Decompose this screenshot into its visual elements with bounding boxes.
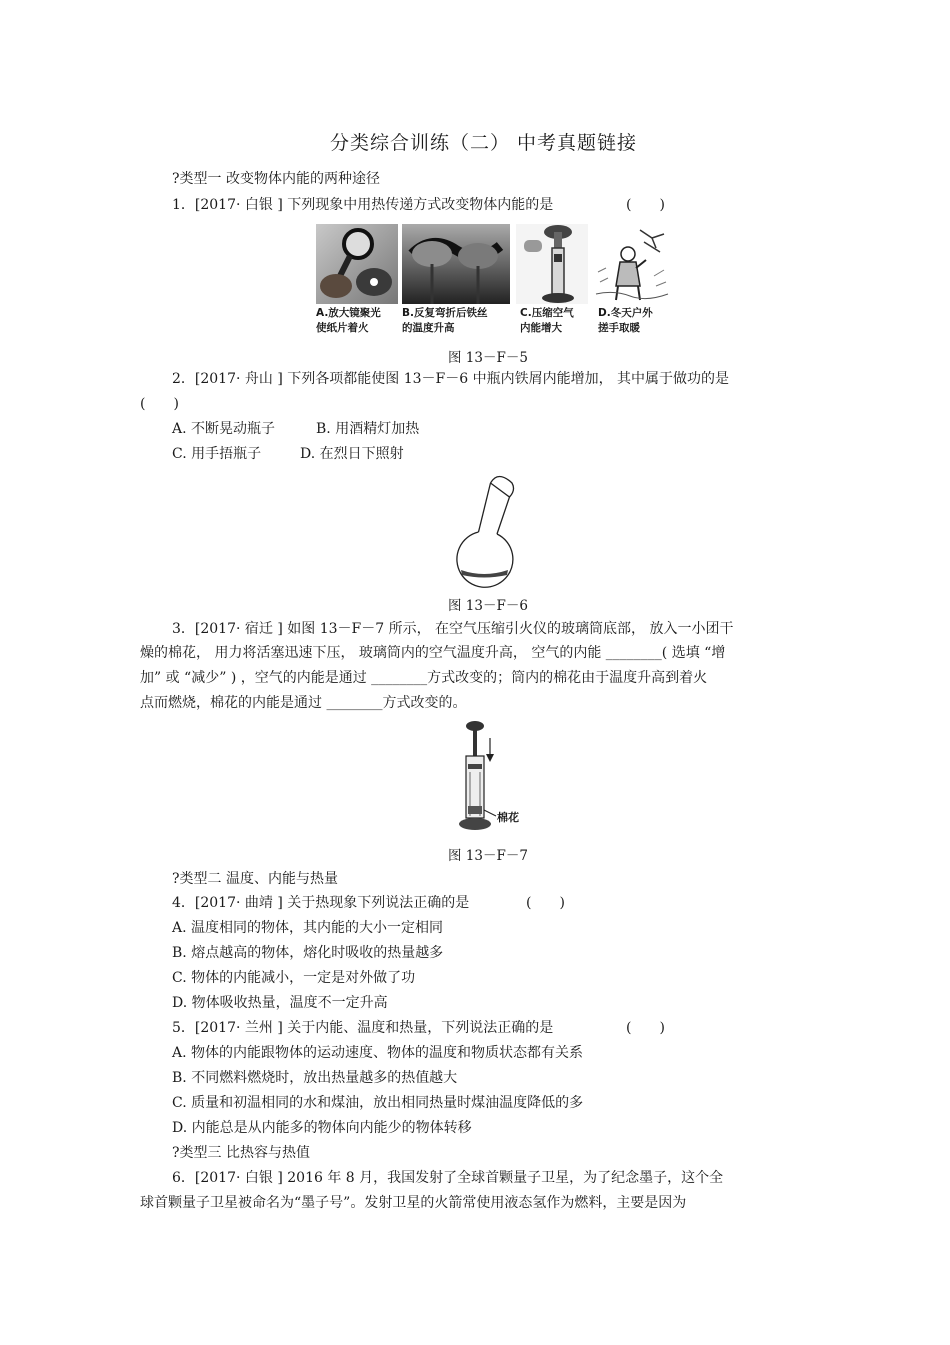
- option-c: C. 物体的内能减小，一定是对外做了功: [172, 970, 416, 986]
- page-title: 分类综合训练（二） 中考真题链接: [330, 132, 638, 154]
- figure-caption: 图 13－F－5: [448, 350, 528, 366]
- question-5-stem: 5．[2017· 兰州 ] 关于内能、温度和热量，下列说法正确的是: [172, 1020, 554, 1036]
- figure-caption: 图 13－F－6: [448, 598, 528, 614]
- answer-parentheses: ( ): [140, 396, 179, 412]
- figure-label-b: B.反复弯折后铁丝 的温度升高: [402, 307, 488, 334]
- flask-diagram-icon: [450, 472, 530, 590]
- option-d: D. 物体吸收热量，温度不一定升高: [172, 995, 388, 1011]
- cotton-label: 棉花: [497, 811, 519, 824]
- question-6-line-1: 6．[2017· 白银 ] 2016 年 8 月，我国发射了全球首颗量子卫星，为了纪念墨子，这个全: [172, 1170, 724, 1186]
- bending-wire-photo-icon: [402, 224, 510, 304]
- question-6-line-2: 球首颗量子卫星被命名为“墨子号”。发射卫星的火箭常使用液态氢作为燃料，主要是因为: [140, 1195, 687, 1211]
- option-d: D. 在烈日下照射: [300, 446, 404, 462]
- option-b: B. 用酒精灯加热: [316, 421, 420, 437]
- option-a: A. 物体的内能跟物体的运动速度、物体的温度和物质状态都有关系: [172, 1045, 584, 1061]
- figure-label-d: D.冬天户外 搓手取暖: [598, 307, 653, 334]
- option-c: C. 用手捂瓶子: [172, 446, 262, 462]
- figure-caption: 图 13－F－7: [448, 848, 528, 864]
- option-b: B. 不同燃料燃烧时，放出热量越多的热值越大: [172, 1070, 458, 1086]
- option-a: A. 不断晃动瓶子: [172, 421, 276, 437]
- section-heading: ?类型一 改变物体内能的两种途径: [172, 171, 380, 187]
- question-1-stem: 1．[2017· 白银 ] 下列现象中用热传递方式改变物体内能的是: [172, 197, 554, 213]
- section-heading: ?类型二 温度、内能与热量: [172, 871, 338, 887]
- figure-label-a: A.放大镜聚光 使纸片着火: [316, 307, 381, 334]
- answer-parentheses: ( ): [626, 1020, 665, 1036]
- air-compression-photo-icon: [516, 224, 588, 304]
- question-3-line-4: 点而燃烧，棉花的内能是通过 ________方式改变的。: [140, 695, 467, 711]
- option-a: A. 温度相同的物体，其内能的大小一定相同: [172, 920, 444, 936]
- question-4-stem: 4．[2017· 曲靖 ] 关于热现象下列说法正确的是: [172, 895, 470, 911]
- question-3-line-3: 加” 或 “减少” ) ，空气的内能是通过 ________方式改变的；筒内的棉花由于温度升高到着火: [140, 670, 708, 686]
- magnifier-photo-icon: [316, 224, 398, 304]
- question-2-stem: 2．[2017· 舟山 ] 下列各项都能使图 13－F－6 中瓶内铁屑内能增加， 其中属于做功的是: [172, 371, 730, 387]
- option-c: C. 质量和初温相同的水和煤油，放出相同热量时煤油温度降低的多: [172, 1095, 584, 1111]
- option-d: D. 内能总是从内能多的物体向内能少的物体转移: [172, 1120, 472, 1136]
- answer-parentheses: ( ): [526, 895, 565, 911]
- rubbing-hands-drawing-icon: [594, 224, 670, 304]
- answer-parentheses: ( ): [626, 197, 665, 213]
- section-heading: ?类型三 比热容与热值: [172, 1145, 310, 1161]
- figure-label-c: C.压缩空气 内能增大: [520, 307, 574, 334]
- question-3-line-2: 燥的棉花， 用力将活塞迅速下压， 玻璃筒内的空气温度升高， 空气的内能 ________( 选填 “增: [140, 645, 726, 661]
- question-3-line-1: 3．[2017· 宿迁 ] 如图 13－F－7 所示， 在空气压缩引火仪的玻璃筒底部， 放入一小团干: [172, 621, 734, 637]
- option-b: B. 熔点越高的物体，熔化时吸收的热量越多: [172, 945, 444, 961]
